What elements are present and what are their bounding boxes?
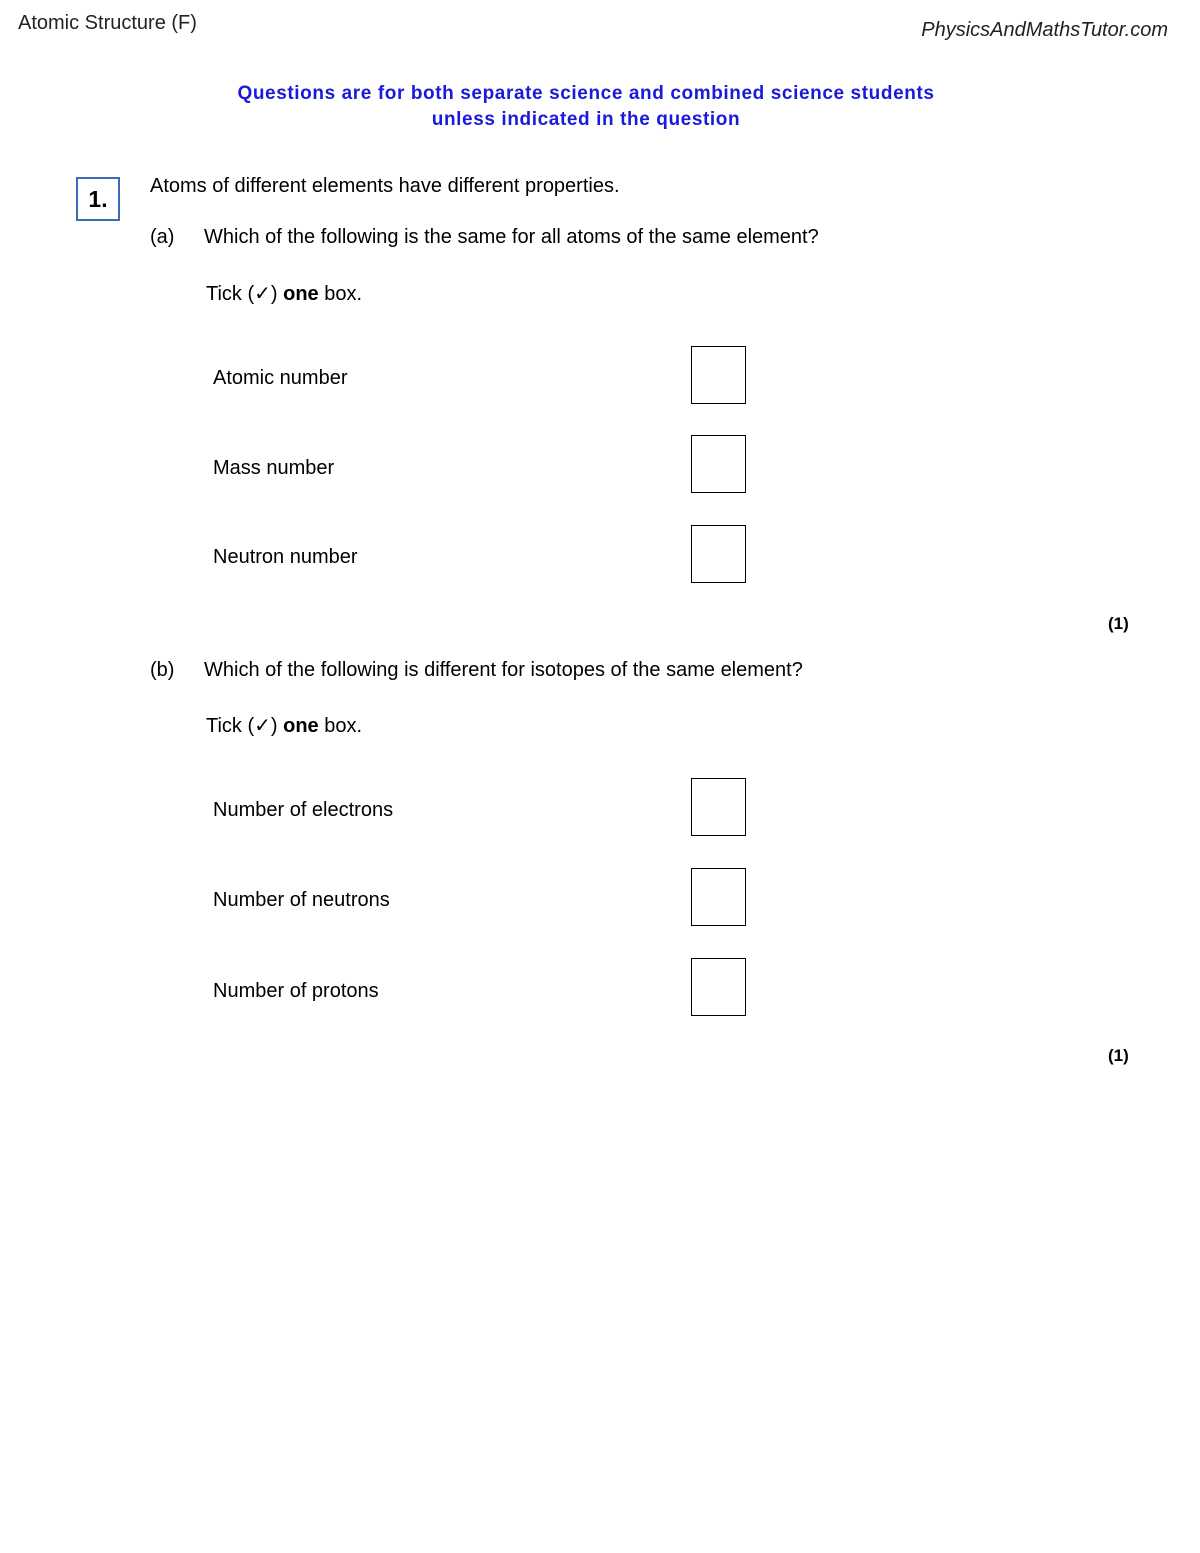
instruction-text: Tick (✓) <box>206 715 284 737</box>
option-label-number-of-protons: Number of protons <box>213 980 379 1002</box>
notice-line-1: Questions are for both separate science and combined science students <box>237 83 935 104</box>
part-b-marks: (1) <box>1108 1046 1129 1065</box>
part-a-question: Which of the following is the same for all atoms of the same element? <box>204 226 819 248</box>
part-a-instruction <box>206 281 362 306</box>
notice <box>0 81 1172 133</box>
tick-box-number-of-electrons[interactable] <box>691 778 746 836</box>
option-label-neutron-number: Neutron number <box>213 546 358 568</box>
part-b-question: Which of the following is different for isotopes of the same element? <box>204 659 803 681</box>
question-number: 1. <box>76 177 120 221</box>
instruction-text: Tick (✓) <box>206 283 284 305</box>
instruction-emphasis: one <box>283 283 319 305</box>
notice-line-2: unless indicated in the question <box>431 109 741 130</box>
tick-box-mass-number[interactable] <box>691 435 746 493</box>
tick-box-number-of-neutrons[interactable] <box>691 868 746 926</box>
instruction-text: box. <box>318 283 363 305</box>
tick-box-neutron-number[interactable] <box>691 525 746 583</box>
option-label-mass-number: Mass number <box>213 457 335 479</box>
question-stem: Atoms of different elements have different properties. <box>150 175 620 197</box>
option-label-number-of-electrons: Number of electrons <box>213 799 394 821</box>
tick-box-number-of-protons[interactable] <box>691 958 746 1016</box>
part-a-marks: (1) <box>1108 614 1129 633</box>
site-name: PhysicsAndMathsTutor.com <box>921 19 1168 41</box>
tick-box-atomic-number[interactable] <box>691 346 746 404</box>
option-label-number-of-neutrons: Number of neutrons <box>213 889 390 911</box>
option-label-atomic-number: Atomic number <box>213 367 348 389</box>
part-b-label: (b) <box>150 659 175 681</box>
instruction-emphasis: one <box>283 715 319 737</box>
part-a-label: (a) <box>150 226 175 248</box>
instruction-text: box. <box>318 715 363 737</box>
document-title: Atomic Structure (F) <box>18 12 197 34</box>
part-b-instruction <box>206 713 362 738</box>
